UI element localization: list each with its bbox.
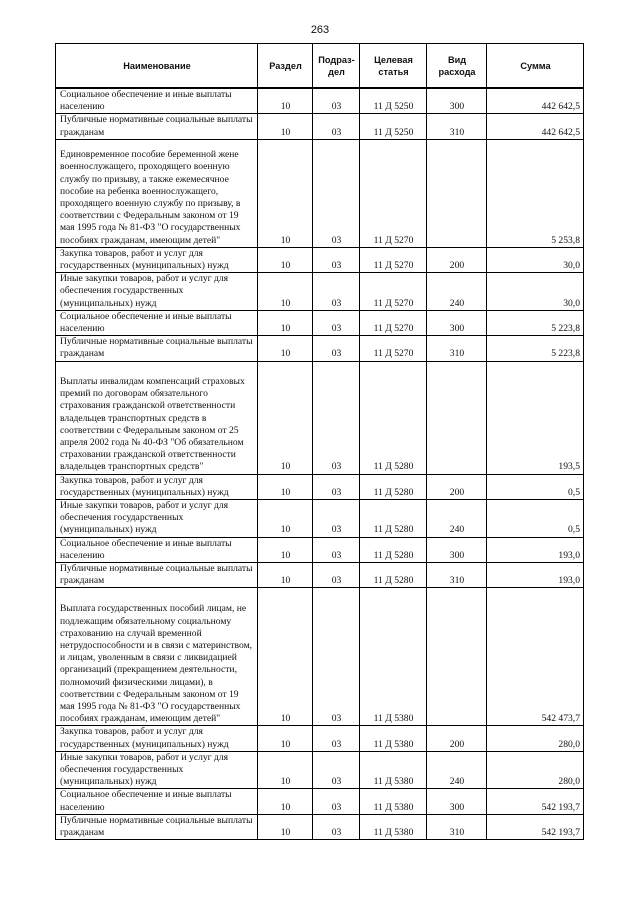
row-section: 10	[258, 361, 313, 474]
table-row	[56, 588, 584, 726]
row-type: 200	[427, 247, 487, 272]
row-target: 11 Д 5280	[360, 563, 427, 588]
row-subsection: 03	[313, 814, 360, 839]
row-subsection: 03	[313, 588, 360, 726]
row-target: 11 Д 5380	[360, 751, 427, 789]
row-type: 300	[427, 537, 487, 562]
row-name: Иные закупки товаров, работ и услуг для обеспечения государственных (муниципальных) нужд	[56, 751, 258, 789]
row-target: 11 Д 5380	[360, 588, 427, 726]
row-target: 11 Д 5270	[360, 139, 427, 247]
row-target: 11 Д 5270	[360, 247, 427, 272]
row-subsection: 03	[313, 500, 360, 538]
row-subsection: 03	[313, 114, 360, 139]
row-subsection: 03	[313, 361, 360, 474]
row-target: 11 Д 5280	[360, 537, 427, 562]
row-name: Единовременное пособие беременной жене военнослужащего, проходящего военную службу по призыву, а также ежемесячное пособие на ребенка военнослужащего, проходящего военную службу по призыву, в соответствии с Федеральным законом от 19 мая 1995 года № 81-ФЗ "О государственных пособиях гражданам, имеющим детей"	[56, 139, 258, 247]
row-sum: 5 223,8	[487, 336, 584, 361]
row-sum: 30,0	[487, 247, 584, 272]
table-row	[56, 361, 584, 474]
row-name: Закупка товаров, работ и услуг для государственных (муниципальных) нужд	[56, 474, 258, 499]
table-row	[56, 247, 584, 272]
row-target: 11 Д 5270	[360, 310, 427, 335]
row-subsection: 03	[313, 336, 360, 361]
row-name: Иные закупки товаров, работ и услуг для обеспечения государственных (муниципальных) нужд	[56, 273, 258, 311]
row-target: 11 Д 5270	[360, 336, 427, 361]
row-name: Выплата государственных пособий лицам, не подлежащим обязательному социальному страхованию на случай временной нетрудоспособности и в связи с материнством, и лицам, уволенным в связи с ликвидацией организаций (прекращением деятельности, полномочий физическими лицами), в соответствии с Федеральным законом от 19 мая 1995 года № 81-ФЗ "О государственных пособиях гражданам, имеющим детей"	[56, 588, 258, 726]
row-target: 11 Д 5380	[360, 814, 427, 839]
row-section: 10	[258, 474, 313, 499]
row-sum: 30,0	[487, 273, 584, 311]
row-sum: 193,0	[487, 537, 584, 562]
row-section: 10	[258, 588, 313, 726]
table-header-row	[56, 44, 584, 89]
row-name: Закупка товаров, работ и услуг для государственных (муниципальных) нужд	[56, 247, 258, 272]
row-type: 200	[427, 474, 487, 499]
row-sum: 193,5	[487, 361, 584, 474]
row-sum: 280,0	[487, 751, 584, 789]
row-name: Публичные нормативные социальные выплаты гражданам	[56, 563, 258, 588]
header-name: Наименование	[56, 44, 258, 89]
row-section: 10	[258, 139, 313, 247]
table-row	[56, 751, 584, 789]
row-name: Публичные нормативные социальные выплаты гражданам	[56, 814, 258, 839]
table-row	[56, 139, 584, 247]
header-sum: Сумма	[487, 44, 584, 89]
row-section: 10	[258, 500, 313, 538]
table-row	[56, 537, 584, 562]
row-target: 11 Д 5270	[360, 273, 427, 311]
row-subsection: 03	[313, 563, 360, 588]
table-row	[56, 563, 584, 588]
row-target: 11 Д 5280	[360, 361, 427, 474]
budget-table	[55, 43, 584, 840]
row-section: 10	[258, 537, 313, 562]
row-section: 10	[258, 814, 313, 839]
row-subsection: 03	[313, 273, 360, 311]
row-type: 300	[427, 789, 487, 814]
row-sum: 5 253,8	[487, 139, 584, 247]
row-subsection: 03	[313, 310, 360, 335]
row-type	[427, 139, 487, 247]
row-subsection: 03	[313, 789, 360, 814]
row-type: 310	[427, 336, 487, 361]
row-name: Социальное обеспечение и иные выплаты населению	[56, 789, 258, 814]
row-type: 240	[427, 273, 487, 311]
page-number: 263	[310, 24, 330, 36]
row-section: 10	[258, 789, 313, 814]
row-subsection: 03	[313, 537, 360, 562]
row-sum: 442 642,5	[487, 88, 584, 114]
table-row	[56, 474, 584, 499]
row-sum: 542 193,7	[487, 789, 584, 814]
row-section: 10	[258, 114, 313, 139]
header-section: Раздел	[258, 44, 313, 89]
row-subsection: 03	[313, 751, 360, 789]
table-row	[56, 814, 584, 839]
table-row	[56, 500, 584, 538]
row-sum: 280,0	[487, 726, 584, 751]
row-type: 240	[427, 751, 487, 789]
row-section: 10	[258, 273, 313, 311]
row-sum: 442 642,5	[487, 114, 584, 139]
row-subsection: 03	[313, 474, 360, 499]
row-subsection: 03	[313, 247, 360, 272]
row-subsection: 03	[313, 139, 360, 247]
row-type: 310	[427, 114, 487, 139]
row-section: 10	[258, 247, 313, 272]
row-name: Иные закупки товаров, работ и услуг для обеспечения государственных (муниципальных) нужд	[56, 500, 258, 538]
row-type: 240	[427, 500, 487, 538]
row-type: 300	[427, 88, 487, 114]
row-name: Публичные нормативные социальные выплаты гражданам	[56, 336, 258, 361]
table-row	[56, 114, 584, 139]
row-section: 10	[258, 88, 313, 114]
row-sum: 542 473,7	[487, 588, 584, 726]
row-type: 310	[427, 814, 487, 839]
row-section: 10	[258, 726, 313, 751]
row-target: 11 Д 5250	[360, 114, 427, 139]
row-type	[427, 588, 487, 726]
row-target: 11 Д 5280	[360, 474, 427, 499]
table-row	[56, 336, 584, 361]
row-type: 300	[427, 310, 487, 335]
row-name: Социальное обеспечение и иные выплаты населению	[56, 88, 258, 114]
table-row	[56, 789, 584, 814]
row-name: Публичные нормативные социальные выплаты гражданам	[56, 114, 258, 139]
header-subsection: Подраз-дел	[313, 44, 360, 89]
table-row	[56, 88, 584, 114]
row-sum: 5 223,8	[487, 310, 584, 335]
table-row	[56, 273, 584, 311]
row-type: 200	[427, 726, 487, 751]
row-sum: 193,0	[487, 563, 584, 588]
row-section: 10	[258, 563, 313, 588]
row-name: Закупка товаров, работ и услуг для государственных (муниципальных) нужд	[56, 726, 258, 751]
row-target: 11 Д 5280	[360, 500, 427, 538]
row-sum: 0,5	[487, 500, 584, 538]
row-target: 11 Д 5380	[360, 726, 427, 751]
row-type	[427, 361, 487, 474]
row-sum: 542 193,7	[487, 814, 584, 839]
row-sum: 0,5	[487, 474, 584, 499]
row-subsection: 03	[313, 88, 360, 114]
row-name: Выплаты инвалидам компенсаций страховых премий по договорам обязательного страхования гражданской ответственности владельцев транспортных средств в соответствии с Федеральным законом от 25 апреля 2002 года № 40-ФЗ "Об обязательном страховании гражданской ответственности владельцев транспортных средств"	[56, 361, 258, 474]
row-subsection: 03	[313, 726, 360, 751]
header-type: Вид расхода	[427, 44, 487, 89]
row-section: 10	[258, 310, 313, 335]
row-name: Социальное обеспечение и иные выплаты населению	[56, 310, 258, 335]
header-target: Целевая статья	[360, 44, 427, 89]
row-section: 10	[258, 336, 313, 361]
row-type: 310	[427, 563, 487, 588]
row-target: 11 Д 5380	[360, 789, 427, 814]
row-target: 11 Д 5250	[360, 88, 427, 114]
table-row	[56, 310, 584, 335]
row-section: 10	[258, 751, 313, 789]
row-name: Социальное обеспечение и иные выплаты населению	[56, 537, 258, 562]
table-row	[56, 726, 584, 751]
